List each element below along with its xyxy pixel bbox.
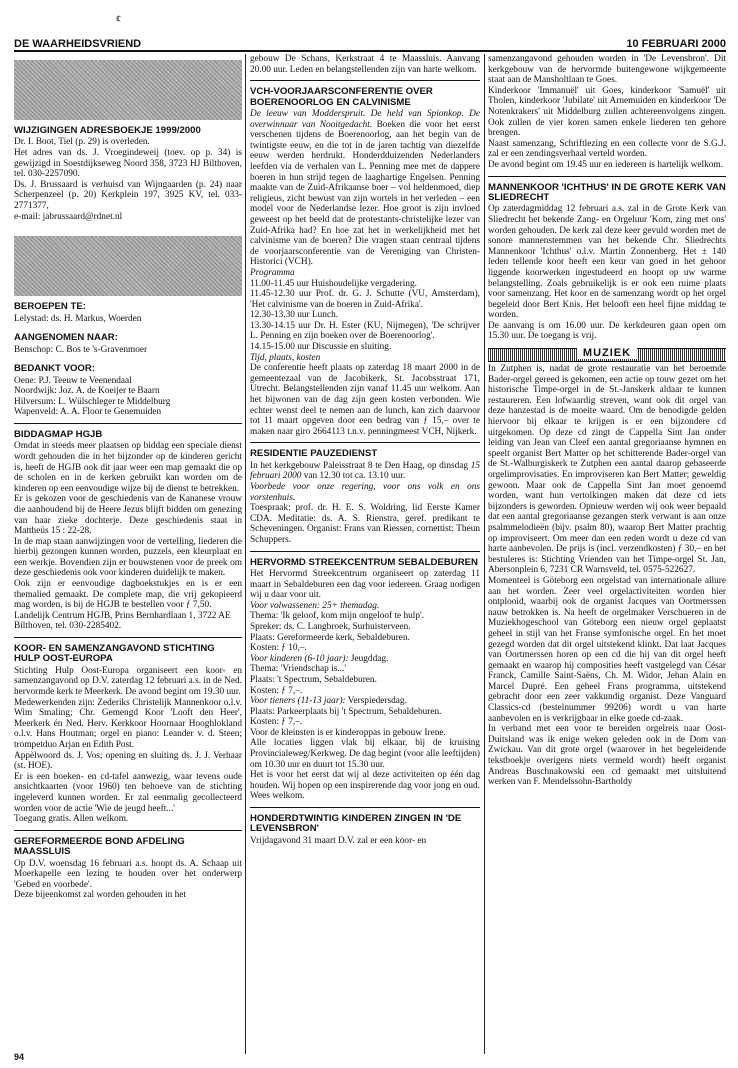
text xyxy=(250,109,480,268)
text: Het Hervormd Streekcentrum organiseert op zaterdag 11 maart in Sebaldeburen een dag voor iedereen. Graag nodigen wij u daar voor uit. xyxy=(250,568,480,601)
text: Hilversum: L. Wülschleger te Middelburg xyxy=(14,396,171,407)
section-title: RESIDENTIE PAUZEDIENST xyxy=(250,448,378,460)
text: De conferentie heeft plaats op zaterdag 18 maart 2000 in de gemeentezaal van de Jacobikerk, St. Jacobsstraat 171, Utrecht. Belangstellenden zijn vanaf 11.45 uur welkom. Aan het bijwonen van de dag zijn geen kosten verbonden. Wie echter wenst deel te nemen aan de lunch, kan zich daarvoor tot 11 maart opgeven door een bedrag van ƒ 15,– over te maken naar giro 2664113 t.n.v. penningmeest VCH, Nijkerk. xyxy=(250,363,480,437)
header-image-wijzigingen xyxy=(14,60,242,120)
text: Vrijdagavond 31 maart D.V. zal er een koor- en xyxy=(250,835,427,846)
text: Naast samenzang, Schriftlezing en een collecte voor de S.G.J. zal er een zendingsverhaal verteld worden. xyxy=(488,138,726,160)
text: Noordwijk: Joz. A. de Koeijer te Baarn xyxy=(14,386,160,397)
divider xyxy=(250,442,480,443)
muziek-banner xyxy=(488,348,726,362)
program-item: 11.45-12.30 uur Prof. dr. G. J. Schutte (VU, Amsterdam), 'Het calvinisme van de boeren in Zuid-Afrika'. xyxy=(250,289,480,310)
date: 15 februari 2000 xyxy=(250,460,480,482)
section-title: BEDANKT VOOR: xyxy=(14,363,96,375)
header-image-beroepen xyxy=(14,236,242,296)
text: Op zaterdagmiddag 12 februari a.s. zal in de Grote Kerk van Sliedrecht het bekende Zang- en Orgeluur 'Kom, zing met ons' worden gehouden. De kerk zal deze keer gevuld worden met de sonore mannenstemmen van het bekende Chr. Sliedrechts Mannenkoor 'Ichthus' o.l.v. Martin Zonnenberg. Het ± 140 leden tellende koor heeft een keur van goed in het gehoor liggende koorwerken ingestudeerd en hoopt op uw warme belangstelling. Zoals gebruikelijk is er ook een ruime plaats voor samenzang. Het koor en de samenzang wordt op het orgel begeleid door Bert Knis. Het belooft een heel fijne middag te worden. xyxy=(488,204,726,321)
text: Kosten: ƒ 7,–. xyxy=(250,685,303,696)
text: Momenteel is Göteborg een orgelstad van internationale allure aan het worden. Zeer veel orgelactiviteiten worden hier ontplooid, waarbij ook de organist Jacques van Oortmerssen nauw betrokken is. Na heeft de orgelmaker Verschueren in de Muziekhogeschool van Göteborg een nieuw orgel geplaatst geheel in stijl van het Franse symfonische orgel. En het moet gezegd worden dat dit orgel uitstekend klinkt. Dat laat Jacques van Oortmerssen horen op een cd die hij van dit orgel heeft gemaakt en waarop hij composities heeft vastgelegd van César Franck, Camille Saint-Saëns, Ch. M. Widor, Jehan Alain en Marcel Dupré. Een geheel Frans programma, uitstekend gebracht door een zeer vakkundig organist. Deze Vanguard Classics-cd (bestelnummer 99206) wordt u van harte aanbevolen en is verkrijgbaar in elke goede cd-zaak. xyxy=(488,575,726,724)
program-item: 11.00-11.45 uur Huishoudelijke vergadering. xyxy=(250,278,417,289)
publication-title: DE WAARHEIDSVRIEND xyxy=(14,38,142,50)
text: Plaats: Gereformeerde kerk, Sebaldeburen. xyxy=(250,632,410,643)
subheading: Voor volwassenen: 25+ themadag. xyxy=(250,600,380,611)
text: Deze bijeenkomst zal worden gehouden in het xyxy=(14,890,186,901)
page-number: 94 xyxy=(14,1052,25,1062)
text: Stichting Hulp Oost-Europa organiseert een koor- en samenzangavond op D.V. zaterdag 12 februari a.s. in de Ned. hervormde kerk te Meerkerk. De avond begint om 19.30 uur. xyxy=(14,665,242,698)
text: Thema: 'Ik geloof, kom mijn ongeloof te hulp'. xyxy=(250,611,425,622)
column-3 xyxy=(488,54,726,1054)
text: Op D.V. woensdag 16 februari a.s. hoopt ds. A. Schaap uit Moerkapelle een lezing te houden over het onderwerp 'Gebed en voorbede'. xyxy=(14,858,242,890)
column-divider xyxy=(484,54,485,1054)
text: Oene: P.J. Teeuw te Veenendaal xyxy=(14,375,132,386)
section-title: GEREFORMEERDE BOND AFDELING MAASSLUIS xyxy=(14,835,185,858)
column-divider xyxy=(245,54,246,1054)
text: Spreker: ds. C. Langbroek, Surhuisterveen. xyxy=(250,621,411,632)
text: Landelijk Centrum HGJB, Prins Bernhardlaan 1, 3722 AE Bilthoven, tel. 030-2285402. xyxy=(14,610,231,632)
divider xyxy=(250,551,480,552)
program-item: 12.30-13.30 uur Lunch. xyxy=(250,310,339,321)
text: Het is voor het eerst dat wij al deze activiteiten op één dag houden. Wij hopen op een inspirerende dag voor jong en oud. Wees welkom. xyxy=(250,770,480,802)
text: Appèlwoord ds. J. Vos; opening en sluiting ds. J. J. Verhaar (st. HOE). xyxy=(14,750,242,772)
subheading: Voor kinderen (6-10 jaar): xyxy=(250,653,349,664)
text: Voor de kleinsten is er kinderoppas in gebouw Irene. xyxy=(250,727,446,738)
text: Kinderkoor 'Immanuël' uit Goes, kinderkoor 'Samuël' uit Tholen, kinderkoor 'Jubilate' uit Arnemuiden en kinderkoor 'De Notenkrakers' uit Middelburg zullen achtereenvolgens zingen. Ook zullen de vier koren samen enkele liederen ten gehore brengen. xyxy=(488,85,726,139)
text: Toespraak: prof. dr. H. E. S. Woldring, lid Eerste Kamer CDA. Meditatie: ds. A. S. Rienstra, geref. predikant te Scheveningen. Organist: Frans van Riessen, cornettist: Theun Schuppers. xyxy=(250,503,480,545)
text: In verband met een voor te bereiden orgelreis naar Oost-Duitsland was ik enige weken geleden ook in de Dom van Zwickau. Van dit grote orgel (waarover in het begeleidende tekstboekje overigens niets vermeld wordt) heeft organist Andreas Buschnakowski een cd gemaakt met uitsluitend werken van F. Mendelssohn-Bartholdy xyxy=(488,724,726,788)
text: Jeugddag. xyxy=(350,653,389,664)
text xyxy=(250,654,480,665)
section-title: HERVORMD STREEKCENTRUM SEBALDEBUREN xyxy=(250,556,478,568)
divider xyxy=(488,176,726,177)
text: Plaats: Parkeerplaats bij 't Spectrum, Sebaldeburen. xyxy=(250,706,442,717)
text: Medewerkenden zijn: Zederiks Christelijk Mannenkoor o.l.v. Wim Smaling; Chr. Gemengd Koor 'Looft den Heer', Meerkerk én Ned. Herv. Kerkkoor Hoornaar Hooghlokland o.l.v. Hans Houtman; orgel en piano: Leander v. d. Steen; trompetduo Arjan en Edith Post. xyxy=(14,697,242,750)
column-2 xyxy=(250,54,480,1054)
text: Kosten: ƒ 10,–. xyxy=(250,643,307,654)
text: De aanvang is om 16.00 uur. De kerkdeuren gaan open om 15.30 uur. De toegang is vrij. xyxy=(488,320,726,342)
subheading: Tijd, plaats, kosten xyxy=(250,352,321,363)
divider xyxy=(14,423,242,424)
divider xyxy=(14,637,242,638)
margin-mark: ¢ xyxy=(116,14,121,25)
text: Kosten: ƒ 7,–. xyxy=(250,717,303,728)
divider xyxy=(250,807,480,808)
text: Er is een boeken- en cd-tafel aanwezig, waar tevens oude ansichtkaarten (voor 1960) ten behoeve van de stichting ingeleverd kunnen worden. Er zal eenmalig gecollecteerd worden voor de actie 'Wie de jeugd heeft...' xyxy=(14,771,242,814)
text xyxy=(250,696,480,707)
subheading: Voor tieners (11-13 jaar): xyxy=(250,696,346,707)
issue-date: 10 FEBRUARI 2000 xyxy=(626,38,726,50)
text: samenzangavond gehouden worden in 'De Levensbron'. Dit kerkgebouw van de hervormde buitengewone wijkgemeente staat aan de Mansholtlaan te Goes. xyxy=(488,54,726,86)
program-item: 14.15-15.00 uur Discussie en sluiting. xyxy=(250,342,392,353)
text: In Zutphen is, nadat de grote restauratie van het beroemde Bader-orgel gereed is gekomen, een actie op touw gezet om het historische Timpe-orgel in de St.-Janskerk aldaar te kunnen restaureren. Een lofwaardig streven, want ook dit orgel van deze hanzestad is de moeite waard. Om de benodigde gelden hiervoor bij elkaar te krijgen is er een bijzondere cd uitgekomen. Op deze cd zingt de Cappella Sint Jan onder leiding van Jean van Cleef een aantal gregoriaanse hymnen en speelt organist Bert Matter op het schitterende Bader-orgel van de St.-Walburgiskerk te Zutphen een aantal daarop gebaseerde orgelimprovisaties. En improviseren kan Bert Matter; geweldig gewoon. Maar ook de Cappella Sint Jan moet genoemd worden, want hun vertolkingen maken dat deze cd iets bijzonders is geworden. Opnieuw werden wij ook weer bepaald dat een aantal gregoriaanse gezangen sterk verwant is aan onze psalmmelodieën (bijv. psalm 80), waarop Bert Matter prachtig op improviseert. Om meer dan een reden wordt u deze cd van harte aanbevolen. De prijs is (incl. verzendkosten) ƒ 30,– en het bestuleres is: Stichting Vrienden van het Timpe-orgel St. Jan, Abersonplein 6, 7231 CR Warnsveld, tel. 0575-522627. xyxy=(488,364,726,576)
text: van 12.30 tot ca. 13.10 uur. xyxy=(303,471,406,482)
text: Plaats: 't Spectrum, Sebaldeburen. xyxy=(250,674,377,685)
text: Ds. J. Brussaard is verhuisd van Wijngaarden (p. 24) naar Scherpenzeel (p. 20) Kerkplein 197, 3925 KV, tel. 033-2771377, xyxy=(14,179,242,211)
text: Het adres van ds. J. Vroegindeweij (toev. op p. 34) is gewijzigd in Soestdijkseweg Noord 358, 3723 HJ Bilthoven, tel. 030-2257090. xyxy=(14,148,242,180)
text: Thema: 'Vriendschap is...' xyxy=(250,664,346,675)
column-1 xyxy=(14,54,242,1054)
text: In de map staan aanwijzingen voor de vertelling, liederen die hierbij gezongen kunnen worden, puzzels, een kleurplaat en een werkje. Bovendien zijn er bouwstenen voor de preek om deze geschiedenis ook voor kinderen duidelijk te maken. xyxy=(14,536,242,579)
subheading: Programma xyxy=(250,267,295,278)
section-title: KOOR- EN SAMENZANGAVOND STICHTING HULP OOST-EUROPA xyxy=(14,643,215,665)
masthead xyxy=(14,34,726,52)
section-title: BEROEPEN TE: xyxy=(14,301,86,313)
text: gebouw De Schans, Kerkstraat 4 te Maassluis. Aanvang 20.00 uur. Leden en belangstellenden zijn van harte welkom. xyxy=(250,54,480,75)
text: Benschop: C. Bos te 's-Gravenmoer xyxy=(14,344,148,355)
text: De avond begint om 19.45 uur en iedereen is hartelijk welkom. xyxy=(488,159,723,170)
text: Wapenveld: A. A. Floor te Genemuiden xyxy=(14,407,162,418)
text: Er is gekozen voor de geschiedenis van de Kananese vrouw die aanhoudend bij de Heere Jezus blijft bidden om genezing van haar zieke dochterje. Deze geschiedenis staat in Mattheüs 15 : 22-28. xyxy=(14,494,242,537)
text: In het kerkgebouw Paleisstraat 8 te Den Haag, op dinsdag xyxy=(250,460,469,471)
section-title: BIDDAGMAP HGJB xyxy=(14,428,103,440)
intro-italic: De leeuw van Modderspruit. De held van Spionkop. De overwinnaar van Nooitgedacht. xyxy=(250,109,480,130)
banner-title: MUZIEK xyxy=(577,348,637,359)
text: Omdat in steeds meer plaatsen op biddag een speciale dienst wordt gehouden die in het bijzonder op de kinderen gericht is, heeft de HGJB ook dit jaar weer een map gemaakt die op de scholen en in de kerken gebruikt kan worden om de kinderen op een eenvoudige wijze bij de dienst te betrekken. xyxy=(14,441,242,494)
program-item: 13.30-14.15 uur Dr. H. Ester (KU, Nijmegen), 'De schrijver L. Penning en zijn boeken over de Boerenoorlog'. xyxy=(250,320,480,342)
divider xyxy=(14,830,242,831)
section-title: HONDERDTWINTIG KINDEREN ZINGEN IN 'DE LEVENSBRON' xyxy=(250,813,462,835)
section-title: WIJZIGINGEN ADRESBOEKJE 1999/2000 xyxy=(14,125,201,136)
text: Dr. I. Boot, Tiel (p. 29) is overleden. xyxy=(14,137,150,148)
section-title: AANGENOMEN NAAR: xyxy=(14,332,118,344)
text: Ook zijn er eenvoudige dagboekstukjes en is er een themalied gemaakt. De complete map, die vrij gekopieerd mag worden, is bij de HGJB te bestellen voor ƒ 7,50. xyxy=(14,579,242,611)
text: Alle locaties liggen vlak bij elkaar, bij de kruising Provincialeweg/Kerkweg. De dag begint (voor alle leeftijden) om 10.30 uur en duurt tot 15.30 uur. xyxy=(250,738,480,770)
intro-text: Boeken die voor het eerst verschenen tijdens de Boerenoorlog, aan het begin van de twintigste eeuw, en die tot in de jaren tachtig van diezelfde eeuw werden herdrukt. Honderdduizenden Nederlanders leefden vía de verhalen van L. Penning mee met de dappere boeren in hun strijd tegen de laaghartige Engelsen. Penning maakte van de Zuid-Afrikaanse boer – vol heldenmoed, diep religieus, zicht bewust van zijn wortels in het verleden – een model voor de Nederlandse lezer. Hoe groot is zijn invloed geweest op het beeld dat de protestants-christelijke lezer van Zuid-Afrika had? En hoe zat het in werkelijkheid met het calvinisme van de boeren? Die vragen staan centraal tijdens de voorjaarsconferentie van de Vereniging van Christen-Historici (VCH). xyxy=(250,119,480,268)
text xyxy=(250,461,480,482)
divider xyxy=(250,80,480,81)
text: Verspiedersdag. xyxy=(347,696,407,707)
section-title: MANNENKOOR 'ICHTHUS' IN DE GROTE KERK VAN SLIEDRECHT xyxy=(488,181,726,203)
text: Voorbede voor onze regering, voor ons volk en ons vorstenhuis. xyxy=(250,482,480,503)
text: Lelystad: ds. H. Markus, Woerden xyxy=(14,313,142,324)
text: Toegang gratis. Allen welkom. xyxy=(14,814,129,825)
email-link[interactable]: e-mail: jabrussaard@rdnet.nl xyxy=(14,211,123,222)
section-title: VCH-VOORJAARSCONFERENTIE OVER BOERENOORLOG EN CALVINISME xyxy=(250,86,433,108)
